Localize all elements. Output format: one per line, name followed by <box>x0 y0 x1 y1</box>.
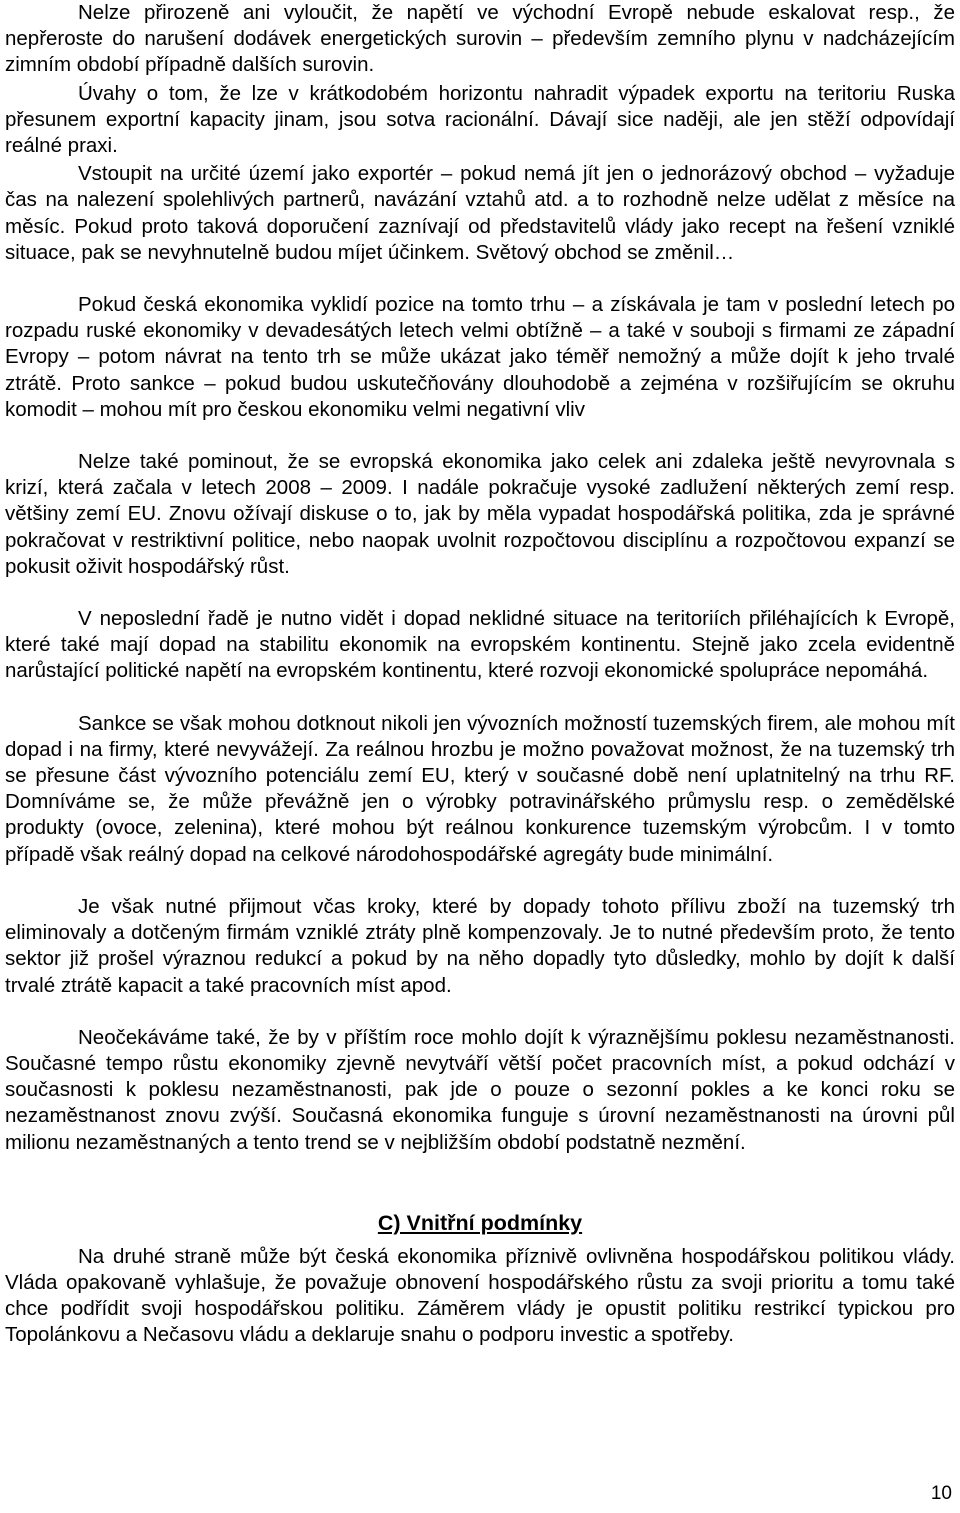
paragraph-8: Je však nutné přijmout včas kroky, které by dopady tohoto přílivu zboží na tuzemský trh eliminovaly a dotčeným firmám vzniklé ztráty plně kompenzovaly. Je to nutné především proto, že tento sektor již prošel výraznou redukcí a pokud by na něho dopadly tyto důsledky, mohlo by dojít k další trvalé ztrátě kapacit a také pracovních míst apod. <box>5 894 955 997</box>
page-number: 10 <box>930 1483 952 1504</box>
paragraph-3: Vstoupit na určité území jako exportér – pokud nemá jít jen o jednorázový obchod – vyžaduje čas na nalezení spolehlivých partnerů, navázání vztahů atd. a to rozhodně nelze udělat z měsíce na měsíc. Pokud proto taková doporučení zaznívají od představitelů vlády jako recept na řešení vzniklé situace, pak se nevyhnutelně budou míjet účinkem. Světový obchod se změnil… <box>5 162 955 264</box>
paragraph-6: V neposlední řadě je nutno vidět i dopad neklidné situace na teritoriích přiléhajících k Evropě, které také mají dopad na stabilitu ekonomik na evropském kontinentu. Stejně jako zcela evidentně narůstající politické napětí na evropském kontinentu, které rozvoji ekonomické spolupráce nepomáhá. <box>5 607 955 683</box>
paragraph-4: Pokud česká ekonomika vyklidí pozice na tomto trhu – a získávala je tam v poslední letech po rozpadu ruské ekonomiky v devadesátých letech velmi obtížně – a také v souboji s firmami ze západní Evropy – potom návrat na tento trh se může ukázat jako téměř nemožný a může dojít k jeho trvalé ztrátě. Proto sankce – pokud budou uskutečňovány dlouhodobě a zejména v rozšiřujícím se okruhu komodit – mohou mít pro českou ekonomiku velmi negativní vliv <box>5 293 955 421</box>
section-heading: C) Vnitřní podmínky <box>377 1210 583 1235</box>
paragraph-5: Nelze také pominout, že se evropská ekonomika jako celek ani zdaleka ještě nevyrovnala s krizí, která začala v letech 2008 – 2009. I nadále pokračuje vysoké zadlužení některých zemí resp. většiny zemí EU. Znovu ožívají diskuse o to, jak by měla vypadat hospodářská politika, zda je správné pokračovat v restriktivní politice, nebo naopak uvolnit rozpočtovou disciplínu a rozpočtovou expanzí se pokusit oživit hospodářský růst. <box>5 450 955 578</box>
document-page <box>5 0 955 1349</box>
paragraph-7: Sankce se však mohou dotknout nikoli jen vývozních možností tuzemských firem, ale mohou mít dopad i na firmy, které nevyvážejí. Za reálnou hrozbu je možno považovat možnost, že na tuzemský trh se přesune část vývozního potenciálu zemí EU, který v současné době není uplatnitelný na trhu RF. Domníváme se, že může převážně jen o výrobky potravinářského průmyslu resp. o zemědělské produkty (ovoce, zelenina), které mohou být reálnou konkurence tuzemským výrobcům. I v tomto případě však reálný dopad na celkové národohospodářské agregáty bude minimální. <box>5 711 955 866</box>
paragraph-2: Úvahy o tom, že lze v krátkodobém horizontu nahradit výpadek exportu na teritoriu Ruska přesunem exportní kapacity jinam, jsou sotva racionální. Dávají sice naději, ale jen stěží odpovídají reálné praxi. <box>5 81 955 158</box>
paragraph-1: Nelze přirozeně ani vyloučit, že napětí ve východní Evropě nebude eskalovat resp., že nepřeroste do narušení dodávek energetických surovin – především zemního plynu v nadcházejícím zimním období případně dalších surovin. <box>5 1 955 77</box>
paragraph-9: Neočekáváme také, že by v příštím roce mohlo dojít k výraznějšímu poklesu nezaměstnanosti. Současné tempo růstu ekonomiky zjevně nevytváří větší počet pracovních míst, a pokud odchází v současnosti k poklesu nezaměstnanosti, pak jde o pouze o sezonní pokles a ke konci roku se nezaměstnanost znovu zvýší. Současná ekonomika funguje s úrovní nezaměstnanosti na úrovni půl milionu nezaměstnaných a tento trend se v nejbližším období podstatně nezmění. <box>5 1025 955 1154</box>
section-paragraph-1: Na druhé straně může být česká ekonomika příznivě ovlivněna hospodářskou politikou vlády. Vláda opakovaně vyhlašuje, že považuje obnovení hospodářského růstu za svoji prioritu a tomu také chce podřídit svoji hospodářskou politiku. Záměrem vlády je opustit politiku restrikcí typickou pro Topolánkovu a Nečasovu vládu a deklaruje snahu o podporu investic a spotřeby. <box>5 1244 955 1347</box>
